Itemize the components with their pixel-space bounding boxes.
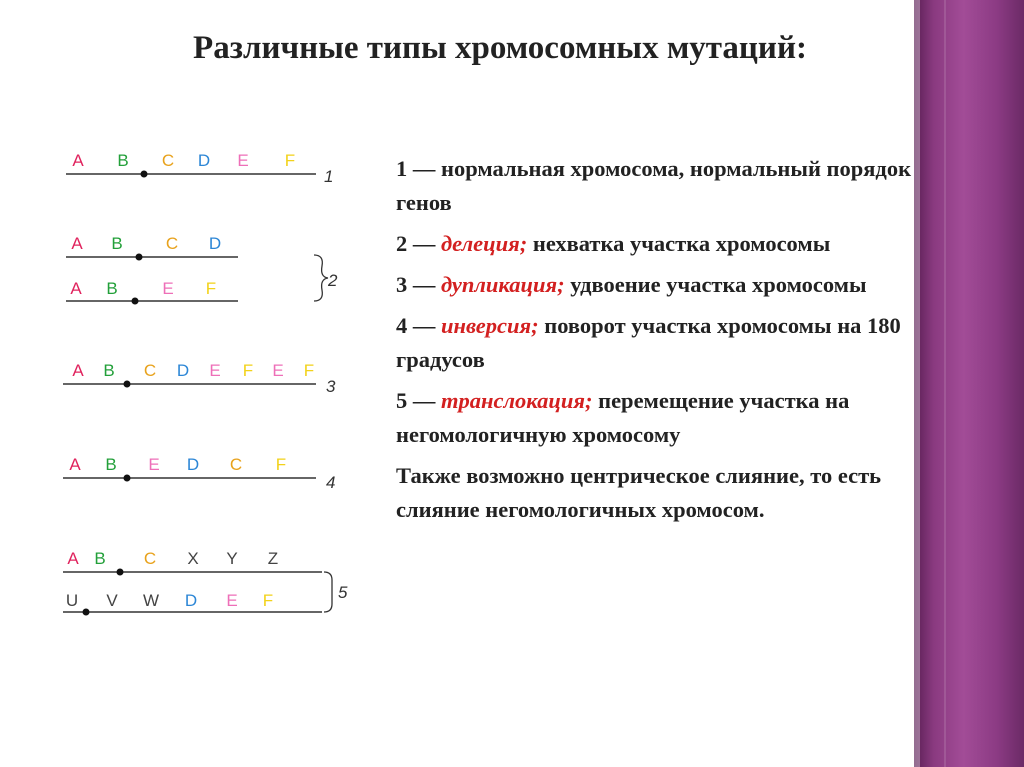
item-5-number: 5 —: [396, 388, 441, 413]
gene-label-d1-4: E: [237, 151, 249, 170]
gene-label-d4-4: C: [229, 455, 243, 474]
item-5-text: перемещение участка на негомологичную хромосому: [396, 388, 850, 447]
gene-label-d2b-1: B: [106, 279, 118, 298]
item-2-text: нехватка участка хромосомы: [527, 231, 831, 256]
page-title: Различные типы хромосомных мутаций:: [193, 30, 807, 66]
gene-label-d3-5: F: [242, 361, 254, 380]
item-4-number: 4 —: [396, 313, 441, 338]
chromosome-duplication: [63, 361, 336, 396]
item-4-text: поворот участка хромосомы на 180 градусов: [396, 313, 901, 372]
item-3-term: дупликация;: [441, 272, 565, 297]
gene-label-d3-0: A: [72, 361, 84, 380]
gene-label-d4-3: D: [186, 455, 200, 474]
gene-label-d5a-0: A: [67, 549, 79, 568]
gene-label-d5a-5: Z: [267, 549, 279, 568]
item-2: [396, 227, 956, 261]
gene-label-d2b-3: F: [205, 279, 217, 298]
gene-label-d5a-3: X: [187, 549, 199, 568]
label-3: 3: [326, 377, 336, 396]
label-1: 1: [324, 167, 334, 186]
chromosome-inversion: [63, 455, 335, 492]
item-2-number: 2 —: [396, 231, 441, 256]
item-3-text: удвоение участка хромосомы: [564, 272, 867, 297]
item-3-number: 3 —: [396, 272, 441, 297]
gene-label-d4-0: A: [69, 455, 81, 474]
label-2: 2: [328, 271, 338, 290]
gene-label-d1-2: C: [161, 151, 175, 170]
gene-label-d1-1: B: [117, 151, 129, 170]
gene-label-d3-3: D: [176, 361, 190, 380]
gene-label-d2b-2: E: [162, 279, 174, 298]
gene-label-d2a-2: C: [165, 234, 179, 253]
gene-label-d5a-1: B: [94, 549, 106, 568]
gene-label-d3-2: C: [143, 361, 157, 380]
gene-label-d2a-3: D: [208, 234, 222, 253]
gene-label-d2a-1: B: [111, 234, 123, 253]
chromosome-diagrams: [0, 0, 380, 660]
gene-label-d5a-2: C: [143, 549, 157, 568]
chromosome-translocation: [63, 549, 348, 616]
item-1: [396, 152, 956, 220]
gene-label-d1-5: F: [284, 151, 296, 170]
item-3: [396, 268, 956, 302]
gene-label-d5b-1: V: [106, 591, 118, 610]
gene-label-d3-6: E: [272, 361, 284, 380]
label-4: 4: [326, 473, 336, 492]
legend-text: [396, 152, 956, 534]
chromosome-normal: [66, 151, 333, 186]
gene-label-d4-5: F: [275, 455, 287, 474]
item-1-text: нормальная хромосома, нормальный порядок генов: [396, 156, 912, 215]
gene-label-d3-7: F: [303, 361, 315, 380]
gene-label-d5b-3: D: [184, 591, 198, 610]
gene-label-d5b-4: E: [226, 591, 238, 610]
item-5: [396, 384, 956, 452]
item-1-number: 1 —: [396, 156, 441, 181]
note: Также возможно центрическое слияние, то есть слияние негомологичных хромосом.: [396, 463, 882, 522]
gene-label-d5b-2: W: [142, 591, 160, 610]
gene-label-d2a-0: A: [71, 234, 83, 253]
gene-label-d4-2: E: [148, 455, 160, 474]
gene-label-d4-1: B: [105, 455, 117, 474]
item-4: [396, 309, 956, 377]
gene-label-d2b-0: A: [70, 279, 82, 298]
item-5-term: транслокация;: [441, 388, 593, 413]
gene-label-d1-3: D: [197, 151, 211, 170]
gene-label-d3-4: E: [209, 361, 221, 380]
gene-label-d5b-0: U: [65, 591, 79, 610]
item-2-term: делеция;: [441, 231, 528, 256]
gene-label-d1-0: A: [72, 151, 84, 170]
gene-label-d3-1: B: [103, 361, 115, 380]
chromosome-deletion: [66, 234, 338, 305]
label-5: 5: [338, 583, 348, 602]
gene-label-d5b-5: F: [262, 591, 274, 610]
item-4-term: инверсия;: [441, 313, 539, 338]
gene-label-d5a-4: Y: [226, 549, 238, 568]
